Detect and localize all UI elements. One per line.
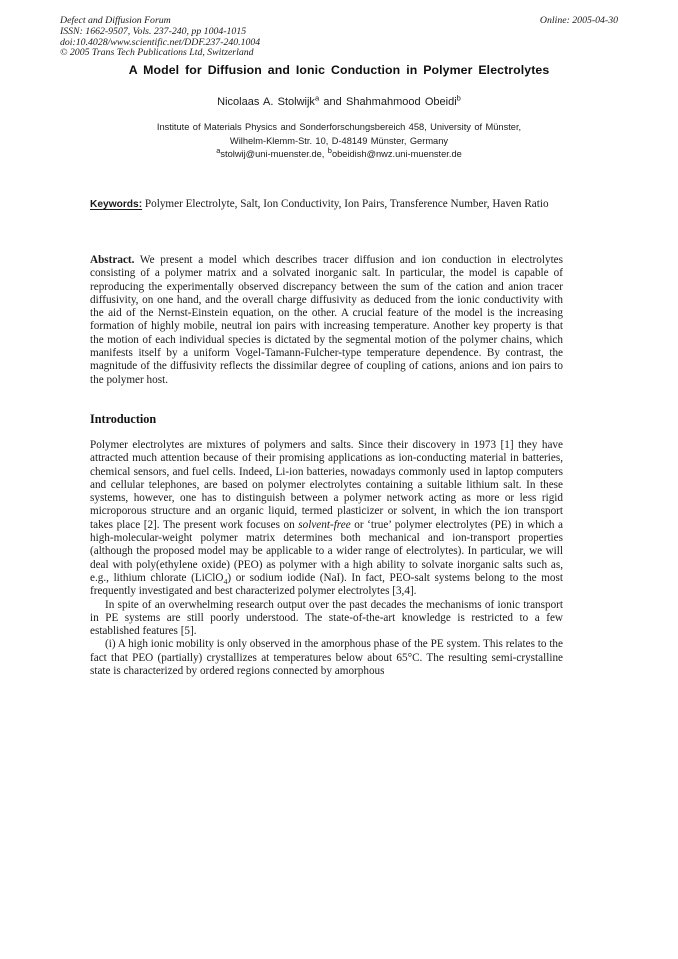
journal-title: Defect and Diffusion Forum [60,15,171,26]
email-2: obeidish@nwz.uni-muenster.de [331,149,462,160]
introduction-body [90,439,563,678]
intro-p1-text-3: ) or sodium iodide (NaI). In fact, PEO-salt systems belong to the most frequently investigated and best characterized polymer electrolytes [3,4]. [90,571,563,598]
keywords-text: Polymer Electrolyte, Salt, Ion Conductivity, Ion Pairs, Transference Number, Haven Ratio [142,198,549,210]
affiliation-block [49,121,629,162]
authors-separator: and [319,96,346,108]
email-2-mark: b [327,146,332,156]
doi-line: doi:10.4028/www.scientific.net/DDF.237-240.1004 [60,36,261,48]
journal-info-block [60,16,260,59]
chemical-formula-subscript: 4 [223,577,228,587]
intro-paragraph-2: In spite of an overwhelming research output over the past decades the mechanisms of ionic transport in PE systems are still poorly understood. The state-of-the-art knowledge is restricted to a few established features [5]. [90,598,563,638]
intro-paragraph-3: (i) A high ionic mobility is only observed in the amorphous phase of the PE system. This relates to the fact that PEO (partially) crystallizes at temperatures below about 65°C. The resulting semi-crystalline state is characterized by ordered regions connected by amorphous [90,638,563,678]
author-1: Nicolaas A. Stolwijk [217,96,315,108]
section-heading-introduction: Introduction [90,412,157,426]
online-date: Online: 2005-04-30 [539,15,618,26]
intro-paragraph-1 [90,439,563,599]
issn-line: ISSN: 1662-9507, Vols. 237-240, pp 1004-1015 [60,25,247,37]
journal-header [60,16,618,59]
keywords-label: Keywords: [90,199,143,210]
author-1-affiliation-mark: a [314,93,320,103]
emails-line [49,148,629,162]
intro-p1-text-2: or ‘true’ polymer electrolytes (PE) in which a high-molecular-weight polymer matrix determines both mechanical and ion-transport properties (although the proposed model may be applicable to a wider range of electrolytes). In particular, we will deal with poly(ethylene oxide) (PEO) as polymer with a high ability to solvate inorganic salts such as, e.g., lithium chlorate (LiClO [90,518,563,584]
email-1: stolwij@uni-muenster.de, [220,149,328,160]
italic-term-solvent-free: solvent-free [298,518,351,531]
affiliation-line-1: Institute of Materials Physics and Sonderforschungsbereich 458, University of Münster, [156,122,522,132]
paper-title: A Model for Diffusion and Ionic Conduction in Polymer Electrolytes [128,63,550,77]
affiliation-line-2: Wilhelm-Klemm-Str. 10, D-48149 Münster, Germany [229,135,449,146]
intro-p1-text-1: Polymer electrolytes are mixtures of polymers and salts. Since their discovery in 1973 [1] they have attracted much attention because of their promising applications as ion-conducting material in batteries, chemical sensors, and fuel cells. Indeed, Li-ion batteries, nowadays commonly used in laptop computers and cellular telephones, are based on polymer electrolytes containing a suitable lithium salt. In these systems, however, one has to distinguish between a polymer network acting as more or less rigid microporous structure and an organic liquid, termed plasticizer or solvent, in which the ion transport takes place [2]. The present work focuses on [90,439,563,531]
copyright-line: © 2005 Trans Tech Publications Ltd, Switzerland [60,47,254,59]
abstract-block [90,254,563,387]
abstract-text: We present a model which describes tracer diffusion and ion conduction in electrolytes consisting of a polymer matrix and a solvated inorganic salt. In particular, the model is capable of reproducing the experimentally observed discrepancy between the sum of the cation and anion tracer diffusivity, on one hand, and the overall charge diffusivity as deduced from the ionic conductivity with the aid of the Nernst-Einstein equation, on the other. A crucial feature of the model is the increasing formation of highly mobile, neutral ion pairs with increasing temperature. Another key property is that the motion of each individual species is dictated by the segmental motion of the polymer chains, which manifests itself by a uniform Vogel-Tamann-Fulcher-type temperature dependence. By contrast, the magnitude of the diffusivity reflects the dissimilar degree of coupling of cations, anions and ion pairs to the polymer host. [90,254,563,386]
author-2: Shahmahmood Obeidi [345,96,457,108]
authors-line [49,93,629,108]
keywords-block [90,198,563,211]
abstract-label: Abstract. [90,254,135,266]
email-1-mark: a [216,146,221,156]
author-2-affiliation-mark: b [456,93,461,103]
